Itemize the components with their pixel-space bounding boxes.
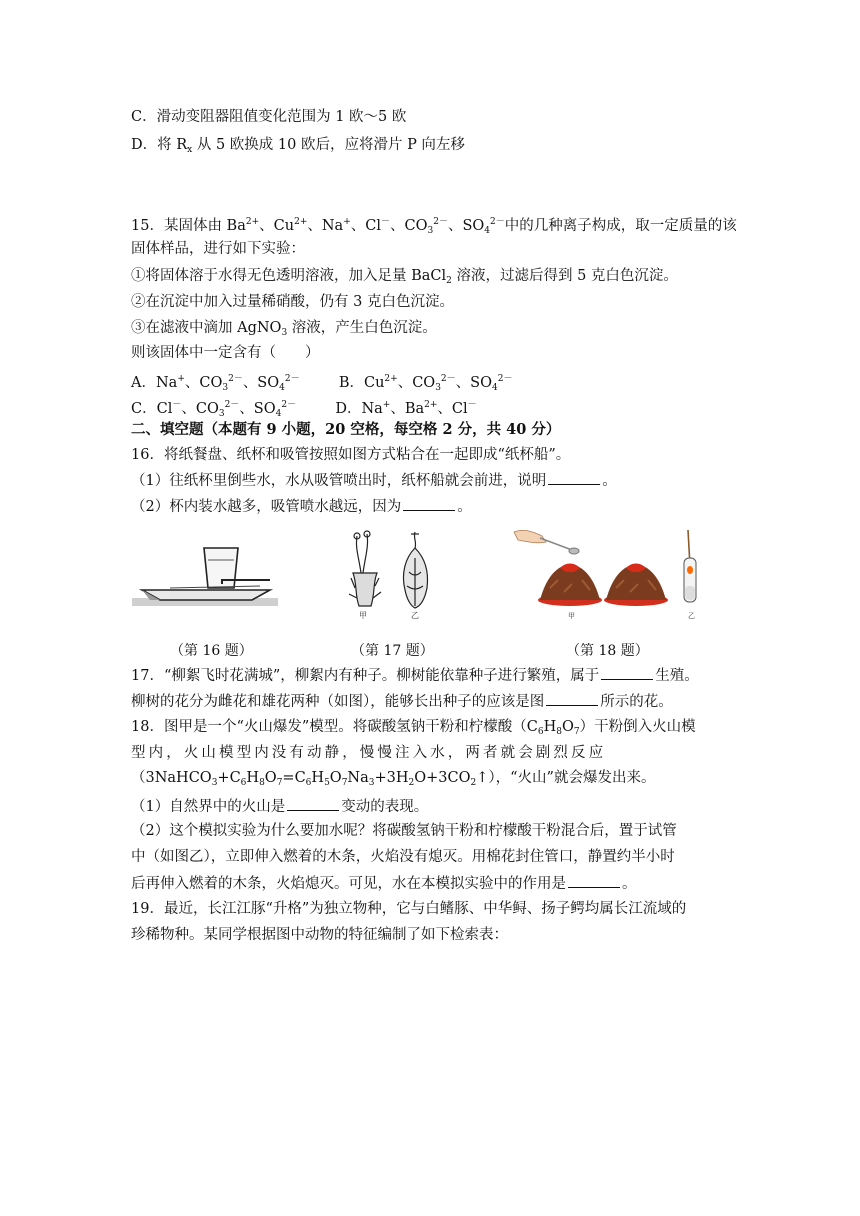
label-yi-18: 乙: [688, 612, 695, 620]
answer-blank[interactable]: [601, 665, 653, 680]
caption-fig16: （第 16 题）: [170, 643, 253, 659]
q17-line1: 17．“柳絮飞时花满城”，柳絮内有种子。柳树能依靠种子进行繁殖，属于 生殖。: [131, 665, 699, 686]
q15-step2: ②在沉淀中加入过量稀硝酸，仍有 3 克白色沉淀。: [131, 294, 454, 310]
caption-fig18: （第 18 题）: [566, 643, 649, 659]
label-jia-18: 甲: [568, 612, 575, 620]
q15-option-c: C．Cl－、$CO_3^{2-}$、$SO_4^{2-}$: [131, 400, 297, 419]
q18-part1: （1）自然界中的火山是 变动的表现。: [131, 796, 428, 817]
q18-equation: $(3NaHCO_3+C_6H_8O_7=C_6H_5O_7Na_3+3H_2O+3CO_2↑)$，“火山”就会爆发出来。: [131, 770, 656, 788]
q16-stem: 16．将纸餐盘、纸杯和吸管按照如图方式粘合在一起即成“纸杯船”。: [131, 447, 571, 463]
q18-line2: 型内，火山模型内没有动静，慢慢注入水，两者就会剧烈反应: [131, 745, 607, 761]
q17-line2: 柳树的花分为雌花和雄花两种（如图），能够长出种子的应该是图 所示的花。: [131, 691, 673, 712]
q16-part2: （2）杯内装水越多，吸管喷水越远，因为 。: [131, 496, 472, 517]
q15-line2: 固体样品，进行如下实验：: [131, 241, 305, 257]
label-jia-17: 甲: [359, 611, 367, 620]
label-yi-17: 乙: [411, 611, 419, 620]
q15-option-a: A．Na+、$CO_3^{2-}$、$SO_4^{2-}$: [131, 374, 300, 393]
q15-option-b: B．$Cu^{2+}$、$CO_3^{2-}$、$SO_4^{2-}$: [338, 374, 513, 393]
q19-line1: 19．最近，长江江豚“升格”为独立物种，它与白鳍豚、中华鲟、扬子鳄均属长江流域的: [131, 901, 687, 917]
answer-blank[interactable]: [546, 691, 598, 706]
q15-ask: 则该固体中一定含有（ ）: [131, 345, 320, 361]
q15-stem: 15．某固体由 $Ba^{2+}$、$Cu^{2+}$、Na+、Cl－、$CO_3^{2-}$、$SO_4^{2-}$中的几种离子构成，取一定质量的该: [131, 217, 737, 236]
caption-fig17: （第 17 题）: [351, 643, 434, 659]
answer-blank[interactable]: [548, 470, 600, 485]
q16-part1: （1）往纸杯里倒些水，水从吸管喷出时，纸杯船就会前进，说明 。: [131, 470, 617, 491]
q15-step1: ①将固体溶于水得无色透明溶液，加入足量 BaCl$_2$ 溶液，过滤后得到 5 克白色沉淀。: [131, 268, 678, 286]
q18-part2-line1: （2）这个模拟实验为什么要加水呢？将碳酸氢钠干粉和柠檬酸干粉混合后，置于试管: [131, 823, 677, 839]
q18-part2-line2: 中（如图乙），立即伸入燃着的木条，火焰没有熄灭。用棉花封住管口，静置约半小时: [131, 849, 675, 865]
q18-line1: 18．图甲是一个“火山爆发”模型。将碳酸氢钠干粉和柠檬酸$(C_6H_8O_7)$干粉倒入火山模: [131, 719, 696, 737]
willow-flowers-figure: [345, 528, 440, 620]
answer-blank[interactable]: [287, 796, 339, 811]
q19-line2: 珍稀物种。某同学根据图中动物的特征编制了如下检索表：: [131, 927, 508, 943]
answer-blank[interactable]: [403, 496, 455, 511]
q14-option-d: D．将 $R_x$ 从 5 欧换成 10 欧后，应将滑片 P 向左移: [131, 137, 465, 155]
volcano-model-figure: [512, 528, 704, 620]
q15-options-ab: [131, 369, 512, 398]
section-heading: 二、填空题（本题有 9 小题，20 空格，每空格 2 分，共 40 分）: [131, 421, 561, 438]
q14-option-c: C．滑动变阻器阻值变化范围为 1 欧～5 欧: [131, 109, 407, 125]
q15-option-d: D．Na+、$Ba^{2+}$、Cl－: [335, 400, 477, 417]
q15-step3: ③在滤液中滴加 AgNO$_3$ 溶液，产生白色沉淀。: [131, 320, 437, 338]
q18-part2-line3: 后再伸入燃着的木条，火焰熄灭。可见，水在本模拟实验中的作用是 。: [131, 873, 637, 894]
answer-blank[interactable]: [568, 873, 620, 888]
paper-cup-boat-figure: [130, 540, 280, 612]
